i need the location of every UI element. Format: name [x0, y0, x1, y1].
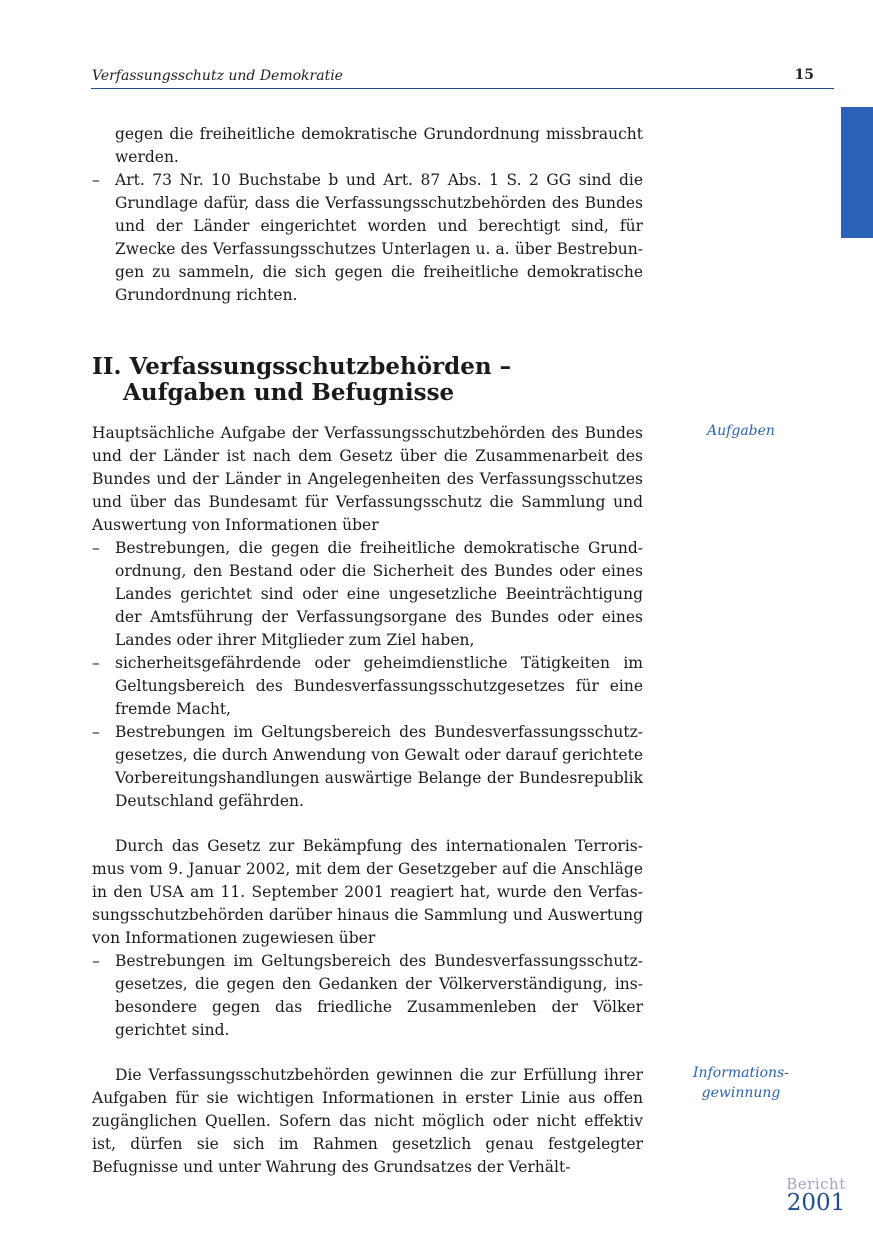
- intro-block: [92, 123, 643, 307]
- terrorism-block: [92, 835, 643, 1042]
- page-number: 15: [794, 67, 814, 83]
- section-heading-line2: Aufgaben und Befugnisse: [123, 379, 455, 406]
- information-block: [92, 1064, 643, 1179]
- paragraph: Durch das Gesetz zur Bekämpfung des internationalen Terrorismus vom 9. Januar 2002, mit dem der Gesetzgeber auf die Anschläge in den USA am 11. September 2001 reagiert hat, wurde den Verfassungsschutzbehörden darüber hinaus die Sammlung und Auswertung von Informationen zugewiesen über: [92, 837, 643, 947]
- list-item-text: Art. 73 Nr. 10 Buchstabe b und Art. 87 Abs. 1 S. 2 GG sind die Grundlage dafür, dass die Verfassungsschutzbehörden des Bundes und der Länder eingerichtet worden und berechtigt sind, für Zwecke des Verfassungsschutzes Unterlagen u. a. über Bestrebungen zu sammeln, die sich gegen die freiheitliche demokratische Grundordnung richten.: [115, 171, 643, 304]
- list-item: [92, 721, 643, 813]
- report-logo: [776, 1176, 856, 1214]
- list-item-text: Bestrebungen im Geltungsbereich des Bundesverfassungsschutzgesetzes, die gegen den Gedanken der Völkerverständigung, insbesondere gegen das friedliche Zusammenleben der Völker gerichtet sind.: [115, 952, 643, 1039]
- dash-marker: –: [92, 952, 100, 970]
- dash-marker: –: [92, 654, 100, 672]
- intro-list: [92, 169, 643, 307]
- tasks-list: [92, 537, 643, 813]
- running-header: [91, 66, 834, 89]
- margin-note-line2: gewinnung: [701, 1085, 781, 1101]
- section-heading-line1: II. Verfassungsschutzbehörden –: [92, 353, 512, 380]
- section-heading: [92, 354, 511, 406]
- margin-note-informationsgewinnung: [681, 1063, 801, 1103]
- dash-marker: –: [92, 723, 100, 741]
- tasks-block: [92, 422, 643, 813]
- margin-note-line1: Informations-: [693, 1065, 789, 1081]
- running-header-title: Verfassungsschutz und Demokratie: [92, 68, 343, 84]
- report-logo-word: Bericht: [786, 1175, 846, 1193]
- chapter-tab-marker: [841, 107, 873, 238]
- dash-marker: –: [92, 539, 100, 557]
- intro-continuation: gegen die freiheitliche demokratische Grundordnung missbraucht werden.: [115, 125, 643, 166]
- list-item: [92, 537, 643, 652]
- terrorism-list: [92, 950, 643, 1042]
- list-item: [92, 950, 643, 1042]
- list-item-text: Bestrebungen im Geltungsbereich des Bundesverfassungsschutzgesetzes, die durch Anwendung von Gewalt oder darauf gerichtete Vorbereitungshandlungen auswärtige Belange der Bundesrepublik Deutschland gefährden.: [115, 723, 643, 810]
- list-item: [92, 652, 643, 721]
- list-item: [92, 169, 643, 307]
- paragraph: Hauptsächliche Aufgabe der Verfassungsschutzbehörden des Bundes und der Länder ist nach dem Gesetz über die Zusammenarbeit des Bundes und der Länder in Angelegenheiten des Verfassungsschutzes und über das Bundesamt für Verfassungsschutz die Sammlung und Auswertung von Informationen über: [92, 424, 643, 534]
- dash-marker: –: [92, 171, 100, 189]
- list-item-text: sicherheitsgefährdende oder geheimdienstliche Tätigkeiten im Geltungsbereich des Bundesverfassungsschutzgesetzes für eine fremde Macht,: [115, 654, 643, 718]
- list-item-text: Bestrebungen, die gegen die freiheitliche demokratische Grundordnung, den Bestand oder die Sicherheit des Bundes oder eines Landes gerichtet sind oder eine ungesetzliche Beeinträchtigung der Amtsführung der Verfassungsorgane des Bundes oder eines Landes oder ihrer Mitglieder zum Ziel haben,: [115, 539, 643, 649]
- paragraph: Die Verfassungsschutzbehörden gewinnen die zur Erfüllung ihrer Aufgaben für sie wichtigen Informationen in erster Linie aus offen zugänglichen Quellen. Sofern das nicht möglich oder nicht effektiv ist, dürfen sie sich im Rahmen gesetzlich genau festgelegter Befugnisse und unter Wahrung des Grundsatzes der Verhält-: [92, 1066, 643, 1176]
- report-logo-year: 2001: [786, 1190, 846, 1216]
- margin-note-aufgaben: Aufgaben: [707, 423, 775, 439]
